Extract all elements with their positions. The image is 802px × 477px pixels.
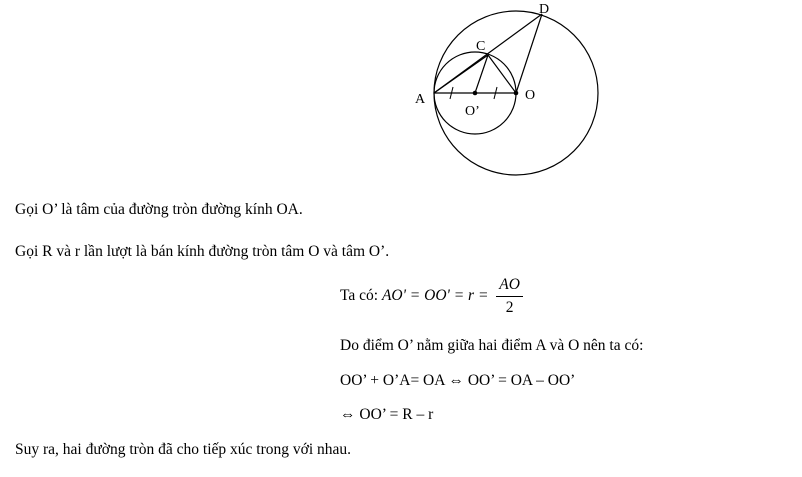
label-d: D	[539, 2, 550, 17]
statement-between: Do điểm O’ nằm giữa hai điểm A và O nên ta có:	[340, 337, 644, 354]
definition-o-prime: Gọi O’ là tâm của đường tròn đường kính OA.	[15, 201, 303, 218]
label-o-prime: O’	[465, 104, 480, 119]
label-a: A	[415, 92, 426, 107]
fraction-numerator: AO	[496, 276, 523, 297]
geometry-figure	[395, 0, 625, 180]
point-o	[514, 91, 519, 96]
equation-difference: ⇔ OO’ = R – r	[340, 406, 434, 423]
equation-sum: OO’ + O’A= OA ⇔ OO’ = OA – OO’	[340, 372, 576, 389]
conclusion: Suy ra, hai đường tròn đã cho tiếp xúc trong với nhau.	[15, 441, 352, 458]
fraction-ao-over-2	[496, 276, 523, 317]
segment-o-prime-c	[475, 55, 488, 93]
equation-expression: AO' = OO' = r =	[381, 287, 489, 305]
label-c: C	[476, 39, 486, 54]
definition-radii: Gọi R và r lần lượt là bán kính đường tròn tâm O và tâm O’.	[15, 243, 390, 260]
segment-ad	[434, 14, 542, 93]
label-o: O	[525, 88, 536, 103]
tangent-circles-diagram	[395, 0, 625, 180]
equation-radius	[340, 276, 523, 317]
segment-od	[516, 14, 542, 93]
equation-prefix: Ta có:	[340, 287, 379, 305]
fraction-denominator: 2	[505, 299, 514, 316]
point-o-prime	[473, 91, 478, 96]
